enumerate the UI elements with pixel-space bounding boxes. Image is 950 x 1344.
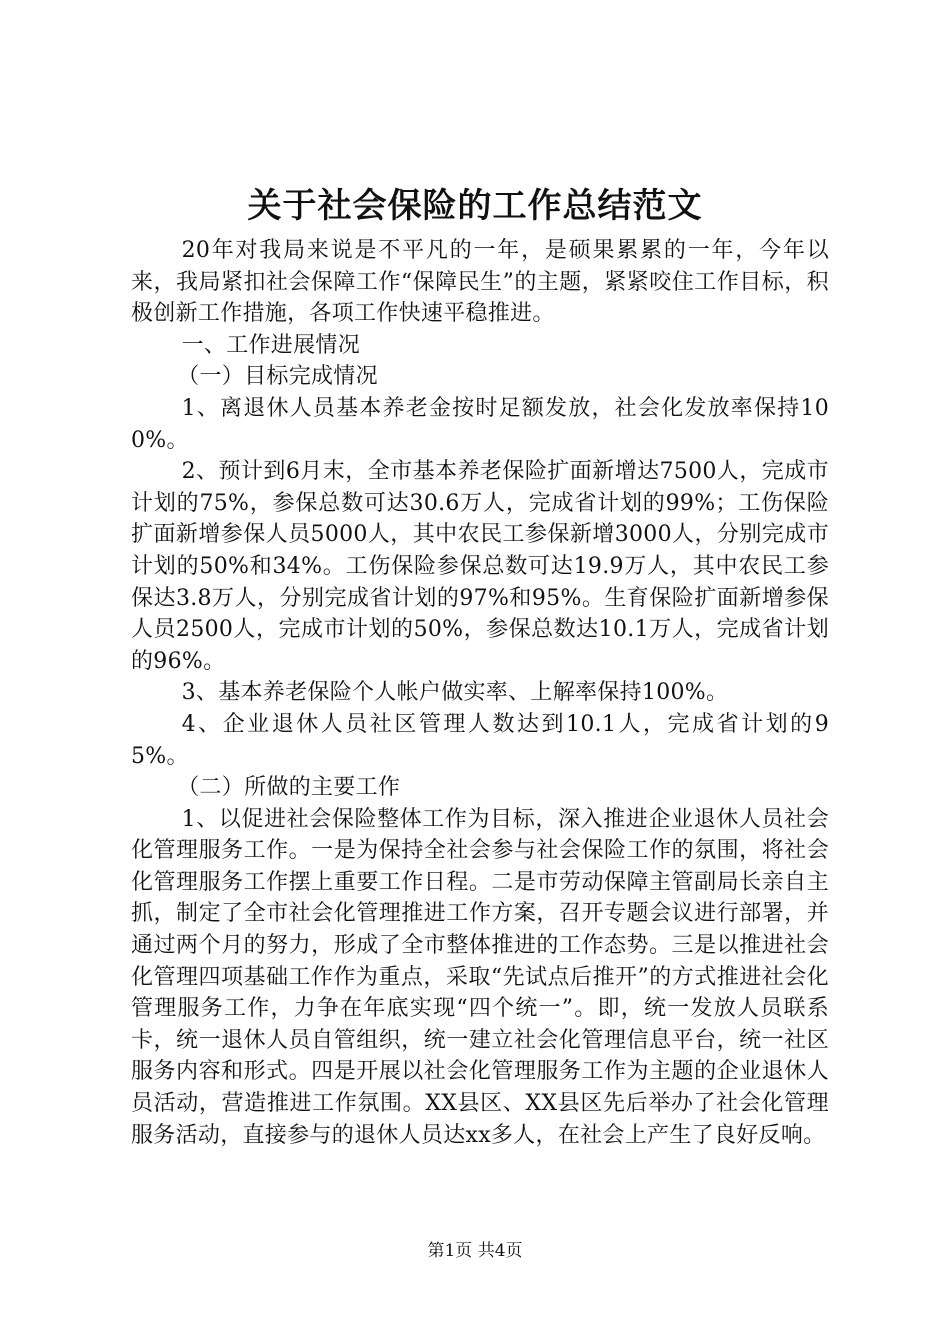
intro-paragraph: 20年对我局来说是不平凡的一年，是硕果累累的一年，今年以来，我局紧扣社会保障工作“保障民生”的主题，紧紧咬住工作目标，积极创新工作措施，各项工作快速平稳推进。 [131, 238, 829, 327]
section-heading-progress: 一、工作进展情况 [181, 332, 360, 358]
page-title: 关于社会保险的工作总结范文 [247, 186, 703, 226]
target-item-1: 1、离退休人员基本养老金按时足额发放，社会化发放率保持100%。 [131, 395, 829, 453]
target-item-2: 2、预计到6月末，全市基本养老保险扩面新增达7500人，完成市计划的75%，参保总数可达30.6万人，完成省计划的99%；工伤保险扩面新增参保人员5000人，其中农民工参保新增3000人，分别完成市计划的50%和34%。工伤保险参保总数可达19.9万人，其中农民工参保达3.8万人，分别完成省计划的97%和95%。生育保险扩面新增参保人员2500人，完成市计划的50%，参保总数达10.1万人，完成省计划的96%。 [131, 459, 829, 674]
target-item-3: 3、基本养老保险个人帐户做实率、上解率保持100%。 [181, 680, 729, 706]
page-number: 第1页 共4页 [427, 1241, 523, 1261]
target-item-4: 4、企业退休人员社区管理人数达到10.1人，完成省计划的95%。 [131, 711, 829, 769]
subsection-heading-main-work: （二）所做的主要工作 [177, 775, 401, 801]
subsection-heading-targets: （一）目标完成情况 [177, 364, 378, 390]
document-body [131, 235, 829, 1151]
main-work-item-1: 1、以促进社会保险整体工作为目标，深入推进企业退休人员社会化管理服务工作。一是为保持全社会参与社会保险工作的氛围，将社会化管理服务工作摆上重要工作日程。二是市劳动保障主管副局长亲自主抓，制定了全市社会化管理推进工作方案，召开专题会议进行部署，并通过两个月的努力，形成了全市整体推进的工作态势。三是以推进社会化管理四项基础工作作为重点，采取“先试点后推开”的方式推进社会化管理服务工作，力争在年底实现“四个统一”。即，统一发放人员联系卡，统一退休人员自管组织，统一建立社会化管理信息平台，统一社区服务内容和形式。四是开展以社会化管理服务工作为主题的企业退休人员活动，营造推进工作氛围。XX县区、XX县区先后举办了社会化管理服务活动，直接参与的退休人员达xx多人，在社会上产生了良好反响。 [131, 806, 829, 1148]
